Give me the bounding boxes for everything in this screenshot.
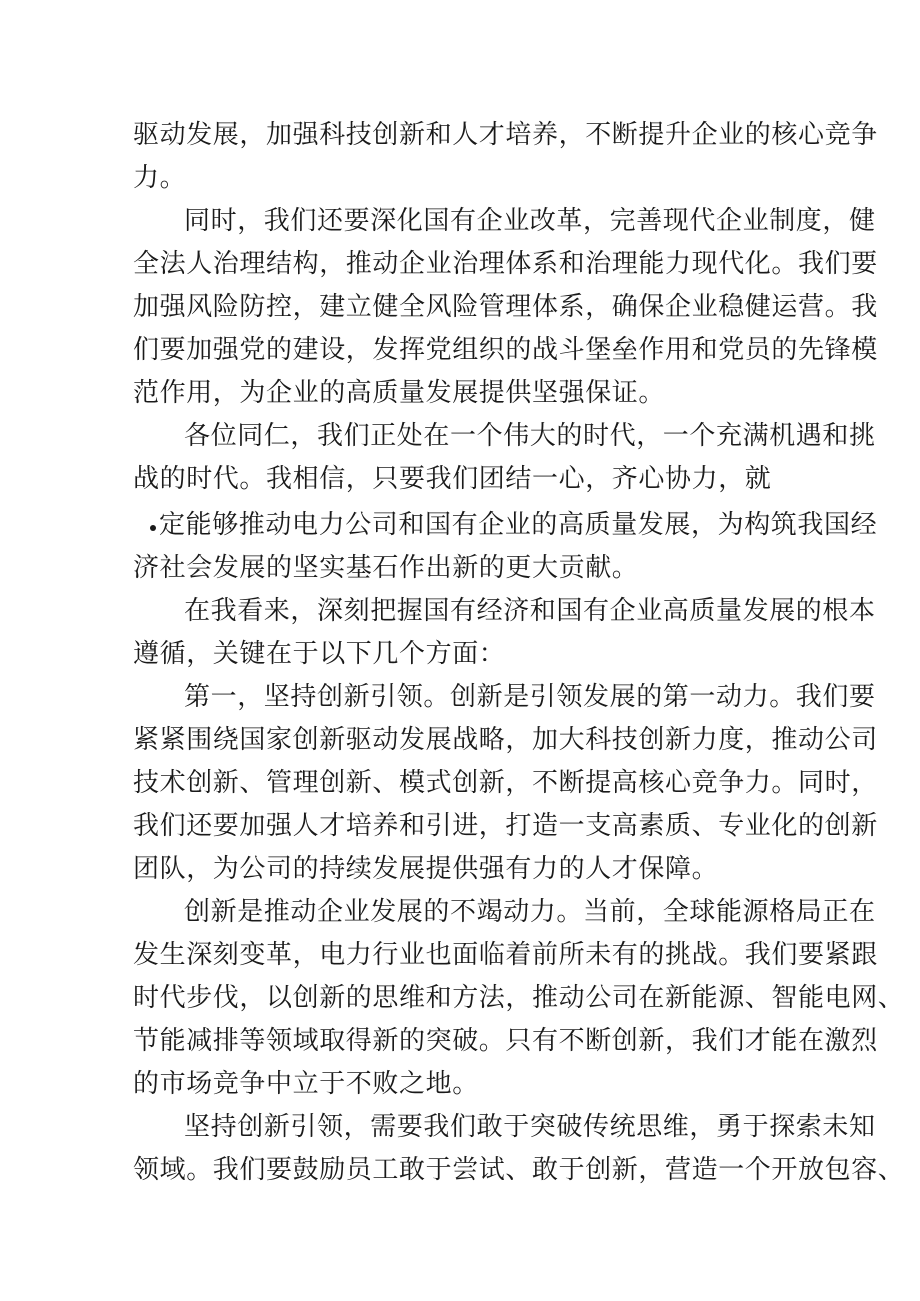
text-line: 范作用，为企业的高质量发展提供坚强保证。 — [133, 378, 666, 408]
text-line: 紧紧围绕国家创新驱动发展战略，加大科技创新力度，推动公司 — [133, 725, 878, 755]
text-line: 定能够推动电力公司和国有企业的高质量发展，为构筑我国经 — [159, 510, 878, 540]
text-line: 驱动发展，加强科技创新和人才培养，不断提升企业的核心竞争 — [133, 120, 878, 150]
text-line: 各位同仁，我们正处在一个伟大的时代，一个充满机遇和挑 — [184, 421, 876, 451]
text-line: 技术创新、管理创新、模式创新，不断提高核心竞争力。同时， — [133, 768, 878, 798]
text-line: 第一，坚持创新引领。创新是引领发展的第一动力。我们要 — [184, 682, 876, 712]
text-line: 领域。我们要鼓励员工敢于尝试、敢于创新，营造一个开放包容、 — [133, 1155, 905, 1185]
text-line: 济社会发展的坚实基石作出新的更大贡献。 — [133, 553, 639, 583]
text-line: 力。 — [133, 163, 187, 193]
text-line: 团队，为公司的持续发展提供强有力的人才保障。 — [133, 854, 719, 884]
text-line: 的市场竞争中立于不败之地。 — [133, 1069, 479, 1099]
text-line: 同时，我们还要深化国有企业改革，完善现代企业制度，健 — [184, 206, 876, 236]
bullet-dot — [150, 525, 156, 531]
text-line: 加强风险防控，建立健全风险管理体系，确保企业稳健运营。我 — [133, 292, 878, 322]
text-line: 全法人治理结构，推动企业治理体系和治理能力现代化。我们要 — [133, 249, 878, 279]
text-line: 发生深刻变革，电力行业也面临着前所未有的挑战。我们要紧跟 — [133, 940, 878, 970]
text-line: 遵循，关键在于以下几个方面： — [133, 639, 506, 669]
text-line: 时代步伐，以创新的思维和方法，推动公司在新能源、智能电网、 — [133, 983, 905, 1013]
text-line: 我们还要加强人才培养和引进，打造一支高素质、专业化的创新 — [133, 811, 878, 841]
text-line: 坚持创新引领，需要我们敢于突破传统思维，勇于探索未知 — [184, 1112, 876, 1142]
text-line: 节能减排等领域取得新的突破。只有不断创新，我们才能在激烈 — [133, 1026, 878, 1056]
text-line: 创新是推动企业发展的不竭动力。当前，全球能源格局正在 — [184, 897, 876, 927]
text-line: 们要加强党的建设，发挥党组织的战斗堡垒作用和党员的先锋模 — [133, 335, 878, 365]
text-line: 在我看来，深刻把握国有经济和国有企业高质量发展的根本 — [184, 596, 876, 626]
text-line: 战的时代。我相信，只要我们团结一心，齐心协力，就 — [133, 464, 772, 494]
